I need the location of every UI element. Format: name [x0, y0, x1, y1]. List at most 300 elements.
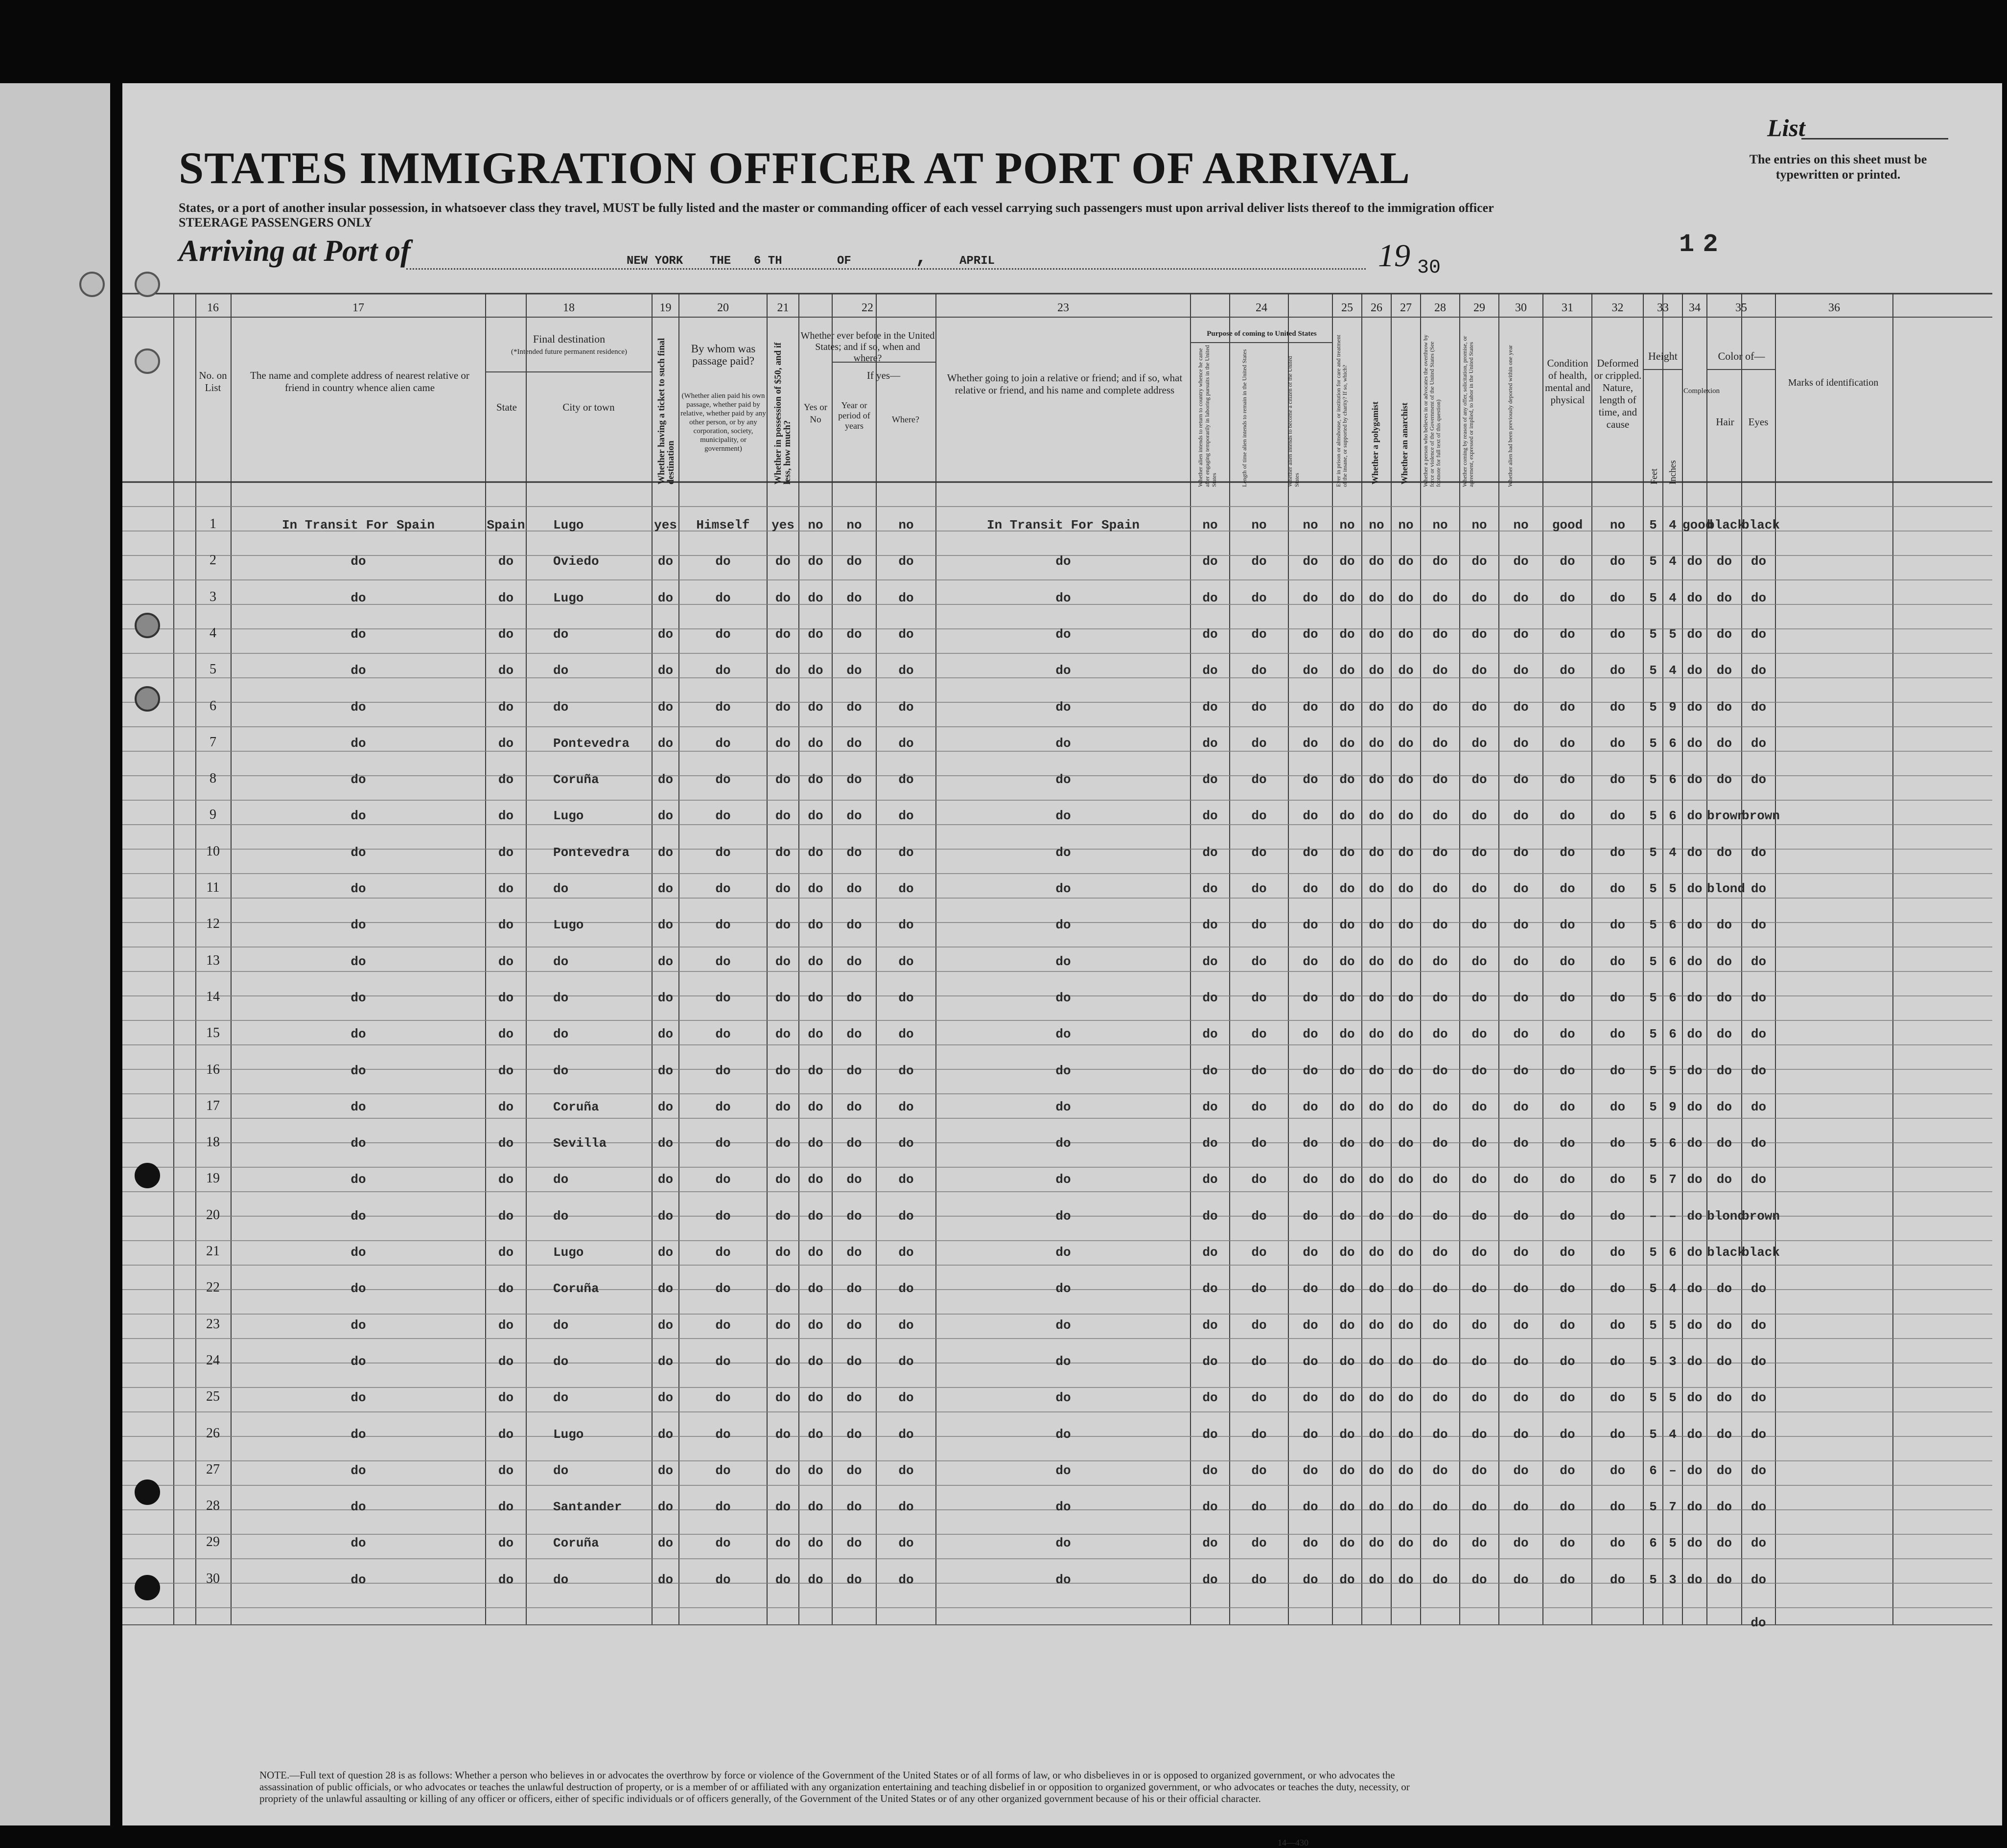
cell-ticket: do [657, 1500, 674, 1515]
cell-p3: do [1303, 1027, 1318, 1042]
cell-hair: do [1716, 554, 1732, 569]
cell-feet: 5 [1649, 1027, 1657, 1042]
cell-eyes: do [1750, 1572, 1767, 1587]
cell-p3: do [1303, 590, 1318, 605]
cell-c30: do [1513, 1208, 1529, 1224]
cell-year: do [846, 1172, 862, 1187]
cell-ticket: do [657, 1063, 674, 1078]
cell-c27: do [1398, 1354, 1414, 1369]
cell-c27: do [1398, 626, 1414, 642]
cell-ticket: do [657, 626, 674, 642]
row-number: 6 [210, 698, 216, 714]
cell-p3: do [1303, 663, 1318, 678]
cell-year: do [846, 1317, 862, 1333]
cell-c26: do [1369, 1172, 1384, 1187]
cell-eyes: brown [1742, 1208, 1780, 1224]
cell-c29: do [1471, 1536, 1487, 1551]
cell-p1: do [1202, 1500, 1218, 1515]
row-number: 26 [206, 1425, 220, 1441]
cell-deformed: do [1610, 918, 1626, 933]
cell-p1: do [1202, 1172, 1218, 1187]
cell-c25: do [1339, 1500, 1355, 1515]
cell-relative: do [350, 954, 366, 969]
row-number: 11 [206, 880, 220, 895]
cell-join: do [1055, 736, 1071, 751]
cell-health: do [1560, 1136, 1575, 1151]
cell-relative: do [350, 918, 366, 933]
cell-ticket: do [657, 954, 674, 969]
cell-c25: do [1339, 1172, 1355, 1187]
cell-c27: do [1398, 736, 1414, 751]
cell-join: do [1055, 954, 1071, 969]
cell-state: do [498, 590, 514, 605]
cell-p3: do [1303, 1390, 1318, 1406]
cell-feet: 6 [1649, 1536, 1657, 1551]
cell-deformed: do [1610, 1572, 1626, 1587]
cell-state: do [498, 1500, 514, 1515]
cell-fifty: do [775, 626, 791, 642]
cell-fifty: do [775, 1136, 791, 1151]
cell-health: do [1560, 954, 1575, 969]
cell-year: do [846, 1281, 862, 1296]
sheet-number: 1 2 [1679, 230, 1718, 259]
cell-city: Lugo [553, 1427, 584, 1442]
cell-c27: do [1398, 1572, 1414, 1587]
cell-year: do [846, 663, 862, 678]
cell-join: do [1055, 1500, 1071, 1515]
cell-p1: do [1202, 1572, 1218, 1587]
cell-c26: do [1369, 1245, 1384, 1260]
cell-c28: do [1432, 1572, 1448, 1587]
cell-c28: do [1432, 918, 1448, 933]
cell-hair: do [1716, 990, 1732, 1005]
cell-c25: do [1339, 1572, 1355, 1587]
cell-ticket: do [657, 1136, 674, 1151]
overthrow-header: Whether a person who believes in or advocates the overthrow by force or violence of the Government of the United States (See footnote for full text of this question) [1422, 334, 1442, 487]
cell-health: do [1560, 1317, 1575, 1333]
cell-relative: In Transit For Spain [281, 518, 435, 532]
cell-inches: 5 [1669, 881, 1677, 896]
cell-c28: do [1432, 990, 1448, 1005]
cell-hair: black [1707, 1245, 1746, 1260]
cell-inches: 4 [1669, 518, 1677, 532]
cell-deformed: do [1610, 772, 1626, 787]
cell-c29: do [1471, 554, 1487, 569]
cell-c25: do [1339, 990, 1355, 1005]
col-21-number: 21 [777, 301, 789, 314]
cell-hair: do [1716, 663, 1732, 678]
cell-before: do [808, 1427, 823, 1442]
cell-before: do [808, 590, 823, 605]
cell-before: do [808, 1136, 823, 1151]
cell-where: do [898, 1281, 914, 1296]
cell-health: good [1552, 518, 1583, 532]
cell-eyes: do [1750, 918, 1767, 933]
cell-c30: do [1513, 990, 1529, 1005]
cell-c29: do [1471, 954, 1487, 969]
cell-relative: do [350, 554, 366, 569]
cell-feet: 5 [1649, 772, 1657, 787]
cell-inches: 4 [1669, 1281, 1677, 1296]
row-number: 14 [206, 989, 220, 1004]
cell-inches: 6 [1669, 772, 1677, 787]
cell-p3: do [1303, 1208, 1318, 1224]
cell-c30: do [1513, 1317, 1529, 1333]
cell-city: do [553, 1027, 569, 1042]
cell-p2: do [1251, 990, 1267, 1005]
cell-relative: do [350, 699, 366, 715]
cell-state: do [498, 736, 514, 751]
cell-year: do [846, 1099, 862, 1114]
cell-health: do [1560, 736, 1575, 751]
cell-relative: do [350, 590, 366, 605]
cell-p3: do [1303, 1536, 1318, 1551]
cell-state: do [498, 845, 514, 860]
cell-inches: 5 [1669, 1063, 1677, 1078]
cell-where: do [898, 808, 914, 824]
cell-ticket: do [657, 1245, 674, 1260]
cell-ticket: do [657, 918, 674, 933]
cell-join: do [1055, 626, 1071, 642]
cell-inches: 4 [1669, 590, 1677, 605]
cell-relative: do [350, 881, 366, 896]
cell-deformed: do [1610, 1463, 1626, 1478]
punch-hole [135, 1575, 160, 1600]
cell-where: do [898, 1208, 914, 1224]
manifest-sheet [122, 83, 2002, 1848]
cell-inches: 6 [1669, 1136, 1677, 1151]
cell-ticket: do [657, 1354, 674, 1369]
cell-c28: do [1432, 1063, 1448, 1078]
cell-c28: do [1432, 1099, 1448, 1114]
cell-city: do [553, 663, 569, 678]
punch-hole [135, 1479, 160, 1505]
cell-complexion: do [1687, 1427, 1703, 1442]
cell-inches: 6 [1669, 1027, 1677, 1042]
cell-before: do [808, 772, 823, 787]
cell-c29: do [1471, 590, 1487, 605]
cell-c26: do [1369, 918, 1384, 933]
cell-inches: 5 [1669, 1317, 1677, 1333]
row-number: 5 [210, 662, 216, 677]
arrival-the: THE [710, 254, 731, 268]
cell-hair: do [1716, 1500, 1732, 1515]
cell-ticket: do [657, 1027, 674, 1042]
cell-c28: do [1432, 1536, 1448, 1551]
col-22-number: 22 [862, 301, 873, 314]
col-34-number: 34 [1689, 301, 1701, 314]
cell-c26: do [1369, 1208, 1384, 1224]
cell-c28: do [1432, 626, 1448, 642]
marks-header: Marks of identification [1788, 377, 1879, 388]
cell-eyes: brown [1742, 808, 1780, 824]
cell-c30: do [1513, 1572, 1529, 1587]
cell-where: do [898, 1063, 914, 1078]
cell-paid: do [715, 881, 731, 896]
cell-c25: do [1339, 554, 1355, 569]
cell-c27: do [1398, 954, 1414, 969]
cell-join: do [1055, 1208, 1071, 1224]
cell-relative: do [350, 1317, 366, 1333]
cell-before: do [808, 663, 823, 678]
cell-hair: black [1707, 518, 1746, 532]
cell-health: do [1560, 1245, 1575, 1260]
cell-c27: do [1398, 1317, 1414, 1333]
cell-year: do [846, 736, 862, 751]
cell-fifty: do [775, 1281, 791, 1296]
cell-health: do [1560, 1463, 1575, 1478]
cell-deformed: do [1610, 736, 1626, 751]
cell-health: do [1560, 918, 1575, 933]
cell-p1: do [1202, 1208, 1218, 1224]
cell-health: do [1560, 1208, 1575, 1224]
cell-city: Oviedo [553, 554, 599, 569]
cell-c30: do [1513, 736, 1529, 751]
row-number: 16 [206, 1062, 220, 1077]
cell-deformed: do [1610, 626, 1626, 642]
cell-c25: no [1339, 518, 1355, 532]
cell-health: do [1560, 626, 1575, 642]
cell-feet: 5 [1649, 699, 1657, 715]
punch-hole [79, 272, 105, 297]
cell-fifty: do [775, 1172, 791, 1187]
cell-c28: do [1432, 1317, 1448, 1333]
cell-c26: do [1369, 990, 1384, 1005]
cell-c27: do [1398, 590, 1414, 605]
entries-note: The entries on this sheet must be typewritten or printed. [1749, 152, 1927, 182]
cell-state: do [498, 1281, 514, 1296]
cell-eyes: do [1750, 1354, 1767, 1369]
cell-c28: do [1432, 1390, 1448, 1406]
cell-eyes: do [1750, 590, 1767, 605]
cell-join: do [1055, 1027, 1071, 1042]
cell-c25: do [1339, 954, 1355, 969]
cell-paid: do [715, 1099, 731, 1114]
cell-c29: do [1471, 1172, 1487, 1187]
cell-join: do [1055, 808, 1071, 824]
cell-where: do [898, 554, 914, 569]
cell-eyes: do [1750, 1281, 1767, 1296]
cell-state: do [498, 1317, 514, 1333]
cell-p2: do [1251, 1572, 1267, 1587]
cell-fifty: do [775, 772, 791, 787]
arrival-day: 6 TH [754, 254, 782, 268]
cell-c25: do [1339, 1063, 1355, 1078]
cell-deformed: do [1610, 1172, 1626, 1187]
row-number: 8 [210, 771, 216, 786]
cell-p3: do [1303, 954, 1318, 969]
cell-deformed: do [1610, 1281, 1626, 1296]
cell-c26: do [1369, 590, 1384, 605]
cell-c25: do [1339, 1390, 1355, 1406]
cell-where: do [898, 954, 914, 969]
cell-p1: do [1202, 808, 1218, 824]
cell-c28: do [1432, 590, 1448, 605]
cell-c25: do [1339, 1463, 1355, 1478]
cell-c26: do [1369, 1027, 1384, 1042]
cell-c25: do [1339, 881, 1355, 896]
cell-state: do [498, 808, 514, 824]
cell-c25: do [1339, 1281, 1355, 1296]
cell-paid: do [715, 1208, 731, 1224]
cell-year: do [846, 808, 862, 824]
cell-year: do [846, 1027, 862, 1042]
color-of-header: Color of— [1718, 350, 1765, 362]
cell-complexion: do [1687, 808, 1703, 824]
cell-p1: do [1202, 772, 1218, 787]
cell-relative: do [350, 1136, 366, 1151]
row-number: 28 [206, 1498, 220, 1514]
cell-eyes: do [1750, 626, 1767, 642]
cell-p3: do [1303, 736, 1318, 751]
row-number: 22 [206, 1280, 220, 1295]
cell-p3: do [1303, 1245, 1318, 1260]
cell-c30: do [1513, 1172, 1529, 1187]
punch-hole [135, 613, 160, 638]
cell-eyes: do [1750, 554, 1767, 569]
cell-c27: do [1398, 1172, 1414, 1187]
cell-paid: do [715, 845, 731, 860]
cell-deformed: do [1610, 1317, 1626, 1333]
cell-hair: do [1716, 1354, 1732, 1369]
cell-feet: 5 [1649, 1500, 1657, 1515]
cell-c30: do [1513, 663, 1529, 678]
cell-year: do [846, 1354, 862, 1369]
cell-complexion: do [1687, 954, 1703, 969]
col-36-number: 36 [1828, 301, 1840, 314]
cell-inches: 4 [1669, 663, 1677, 678]
cell-before: no [808, 518, 823, 532]
cell-paid: do [715, 772, 731, 787]
cell-relative: do [350, 1500, 366, 1515]
cell-complexion: do [1687, 990, 1703, 1005]
cell-ticket: do [657, 554, 674, 569]
row-number: 24 [206, 1352, 220, 1368]
list-label: List [1767, 114, 1805, 141]
col-30-number: 30 [1515, 301, 1527, 314]
cell-c27: do [1398, 990, 1414, 1005]
cell-p2: do [1251, 1390, 1267, 1406]
cell-c28: do [1432, 954, 1448, 969]
cell-state: do [498, 1027, 514, 1042]
cell-p2: do [1251, 1136, 1267, 1151]
cell-c30: do [1513, 845, 1529, 860]
row-number: 4 [210, 625, 216, 641]
cell-inches: 5 [1669, 626, 1677, 642]
cell-fifty: do [775, 1354, 791, 1369]
cell-paid: do [715, 1245, 731, 1260]
arrival-of: OF [837, 254, 851, 268]
cell-deformed: do [1610, 808, 1626, 824]
cell-p3: no [1303, 518, 1318, 532]
cell-c30: do [1513, 772, 1529, 787]
cell-p1: do [1202, 699, 1218, 715]
col-24-number: 24 [1256, 301, 1267, 314]
cell-inches: 7 [1669, 1172, 1677, 1187]
cell-join: do [1055, 1172, 1071, 1187]
cell-where: do [898, 772, 914, 787]
cell-health: do [1560, 808, 1575, 824]
cell-before: do [808, 845, 823, 860]
cell-state: do [498, 1463, 514, 1478]
cell-c27: do [1398, 1500, 1414, 1515]
cell-paid: do [715, 699, 731, 715]
cell-feet: 5 [1649, 808, 1657, 824]
cell-inches: – [1669, 1208, 1677, 1224]
cell-relative: do [350, 1208, 366, 1224]
row-number: 25 [206, 1389, 220, 1405]
instruction-text: States, or a port of another insular possession, in whatsoever class they travel, MUST be fully listed and the master or commanding officer of each vessel carrying such passengers must upon arrival deliver lists thereof to the immigration officer [179, 201, 1494, 215]
cell-c30: do [1513, 590, 1529, 605]
cell-p1: do [1202, 1063, 1218, 1078]
cell-c28: do [1432, 1208, 1448, 1224]
cell-eyes: do [1750, 845, 1767, 860]
cell-paid: do [715, 554, 731, 569]
col-18-number: 18 [563, 301, 575, 314]
cell-c30: do [1513, 808, 1529, 824]
cell-c29: do [1471, 1572, 1487, 1587]
cell-fifty: do [775, 1500, 791, 1515]
cell-p2: do [1251, 1281, 1267, 1296]
cell-fifty: do [775, 1027, 791, 1042]
cell-c29: no [1471, 518, 1487, 532]
cell-c27: do [1398, 1136, 1414, 1151]
cell-health: do [1560, 1027, 1575, 1042]
cell-deformed: do [1610, 1390, 1626, 1406]
cell-relative: do [350, 1245, 366, 1260]
cell-c29: do [1471, 663, 1487, 678]
cell-c28: do [1432, 699, 1448, 715]
cell-state: do [498, 1172, 514, 1187]
cell-p2: do [1251, 808, 1267, 824]
cell-fifty: do [775, 954, 791, 969]
cell-c26: do [1369, 808, 1384, 824]
where-header: Where? [892, 415, 919, 424]
cell-ticket: do [657, 663, 674, 678]
cell-state: do [498, 772, 514, 787]
cell-c29: do [1471, 808, 1487, 824]
cell-inches: 9 [1669, 1099, 1677, 1114]
cell-before: do [808, 736, 823, 751]
anarchist-header: Whether an anarchist [1400, 402, 1409, 485]
cell-year: do [846, 1136, 862, 1151]
cell-state: do [498, 954, 514, 969]
inches-header: Inches [1668, 460, 1678, 485]
cell-where: do [898, 990, 914, 1005]
cell-complexion: do [1687, 1172, 1703, 1187]
cell-c29: do [1471, 990, 1487, 1005]
cell-paid: do [715, 918, 731, 933]
cell-p2: do [1251, 1208, 1267, 1224]
cell-paid: do [715, 954, 731, 969]
cell-state: do [498, 663, 514, 678]
cell-city: do [553, 1572, 569, 1587]
cell-complexion: do [1687, 1317, 1703, 1333]
cell-p1: do [1202, 1536, 1218, 1551]
cell-p3: do [1303, 626, 1318, 642]
cell-complexion: do [1687, 1500, 1703, 1515]
cell-c30: do [1513, 918, 1529, 933]
cell-feet: 6 [1649, 1463, 1657, 1478]
cell-p3: do [1303, 1317, 1318, 1333]
row-number: 2 [210, 553, 216, 568]
cell-state: do [498, 1245, 514, 1260]
cell-p2: do [1251, 1463, 1267, 1478]
cell-eyes: do [1750, 1136, 1767, 1151]
cell-c29: do [1471, 1281, 1487, 1296]
cell-complexion: do [1687, 845, 1703, 860]
cell-complexion: do [1687, 663, 1703, 678]
